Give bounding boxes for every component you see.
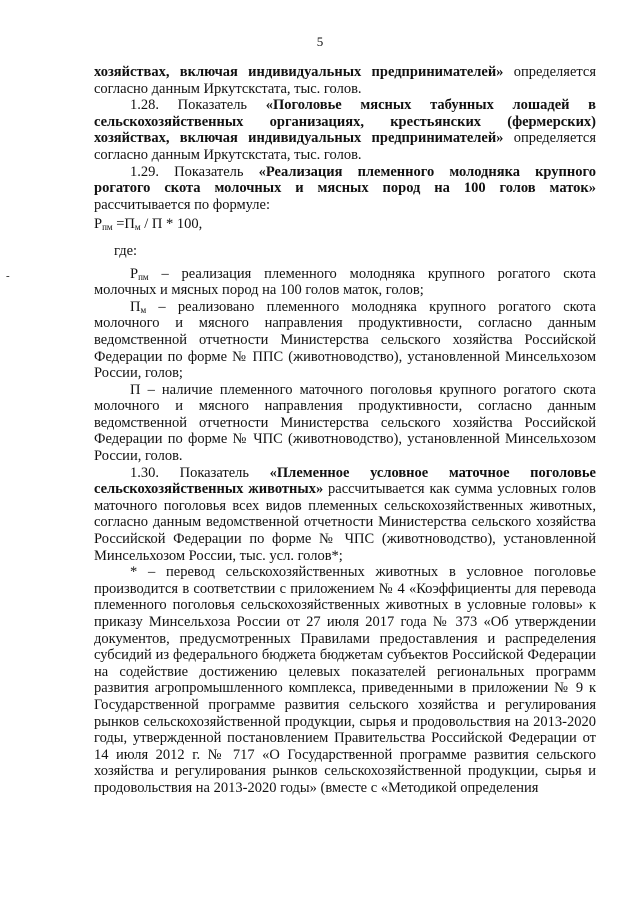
definition-rpm	[94, 266, 596, 299]
paragraph-text: определяется согласно данным Иркутскстата, тыс. голов.	[94, 130, 597, 163]
indicator-title: «Реализация племенного молодняка крупного рогатого скота молочных и мясных пород на 100 голов маток»	[94, 163, 596, 197]
definition-symbol: П	[130, 298, 141, 315]
definition-symbol: Р	[130, 265, 139, 282]
paragraph-continuation	[94, 64, 596, 97]
document-body	[94, 64, 596, 797]
paragraph-text: рассчитывается как сумма условных голов маточного поголовья всех видов племенных сельскохозяйственных животных, согласно данным ведомственной отчетности Министерства сельского хозяйства Российской Федерации по форме № ЧПС (животноводство), установленной Минсельхозом России, тыс. усл. голов*;	[94, 481, 597, 564]
paragraph-lead: 1.29. Показатель	[130, 163, 259, 180]
paragraph-text: определяется согласно данным Иркутскстата, тыс. голов.	[94, 64, 597, 97]
paragraph-lead: 1.28. Показатель	[130, 97, 266, 114]
formula-subscript: м	[134, 222, 141, 233]
paragraph-1-28	[94, 97, 596, 163]
formula-rest: / П * 100,	[140, 216, 203, 233]
paragraph-1-30	[94, 465, 596, 565]
formula-symbol: =П	[112, 216, 135, 233]
definition-pm	[94, 299, 596, 382]
indicator-title: «Поголовье мясных табунных лошадей в сельскохозяйственных организациях, крестьянских (фермерских) хозяйствах, включая индивидуальных предпринимателей»	[94, 97, 596, 147]
margin-mark: -	[6, 270, 10, 282]
definition-text: – реализовано племенного молодняка крупного рогатого скота молочного и мясного направления продуктивности, согласно данным ведомственной отчетности Министерства сельского хозяйства Российской Федерации по форме № ППС (животноводство), установленной Минсельхозом России, голов;	[94, 298, 596, 382]
where-label: где:	[114, 242, 138, 259]
footnote-paragraph: * – перевод сельскохозяйственных животных в условное поголовье производится в соответствии с приложением № 4 «Коэффициенты для перевода племенного поголовья сельскохозяйственных животных в условные головы» к приказу Минсельхоза России от 27 июля 2017 года № 373 «Об утверждении документов, предусмотренных Правилами предоставления и распределения субсидий из федерального бюджета бюджетам субъектов Российской Федерации на содействие достижению целевых показателей региональных программ развития агропромышленного комплекса, приведенными в приложении № 9 к Государственной программе развития сельского хозяйства и регулирования рынков сельскохозяйственной продукции, сырья и продовольствия на 2013-2020 годы, утвержденной постановлением Правительства Российской Федерации от 14 июля 2012 г. № 717 «О Государственной программе развития сельского хозяйства и регулирования рынков сельскохозяйственной продукции, сырья и продовольствия на 2013-2020 годы» (вместе с «Методикой определения	[94, 564, 596, 796]
definition-subscript: м	[140, 304, 147, 315]
bold-text: хозяйствах, включая индивидуальных предпринимателей»	[94, 64, 504, 80]
paragraph-text: рассчитывается по формуле:	[94, 196, 270, 213]
formula-subscript: пм	[102, 222, 113, 233]
formula-symbol: Р	[94, 216, 103, 233]
definition-p: П – наличие племенного маточного поголовья крупного рогатого скота молочного и мясного направления продуктивности, согласно данным ведомственной отчетности Министерства сельского хозяйства Российской Федерации по форме № ЧПС (животноводство), установленной Минсельхозом России, голов.	[94, 381, 596, 465]
page-number: 5	[316, 34, 324, 49]
definition-text: – реализация племенного молодняка крупного рогатого скота молочных и мясных пород на 100 голов маток, голов;	[94, 265, 596, 299]
indicator-title: «Племенное условное маточное поголовье сельскохозяйственных животных»	[94, 464, 596, 498]
paragraph-1-29	[94, 164, 596, 214]
formula	[94, 216, 596, 233]
paragraph-lead: 1.30. Показатель	[130, 464, 270, 481]
definition-subscript: пм	[138, 271, 149, 282]
